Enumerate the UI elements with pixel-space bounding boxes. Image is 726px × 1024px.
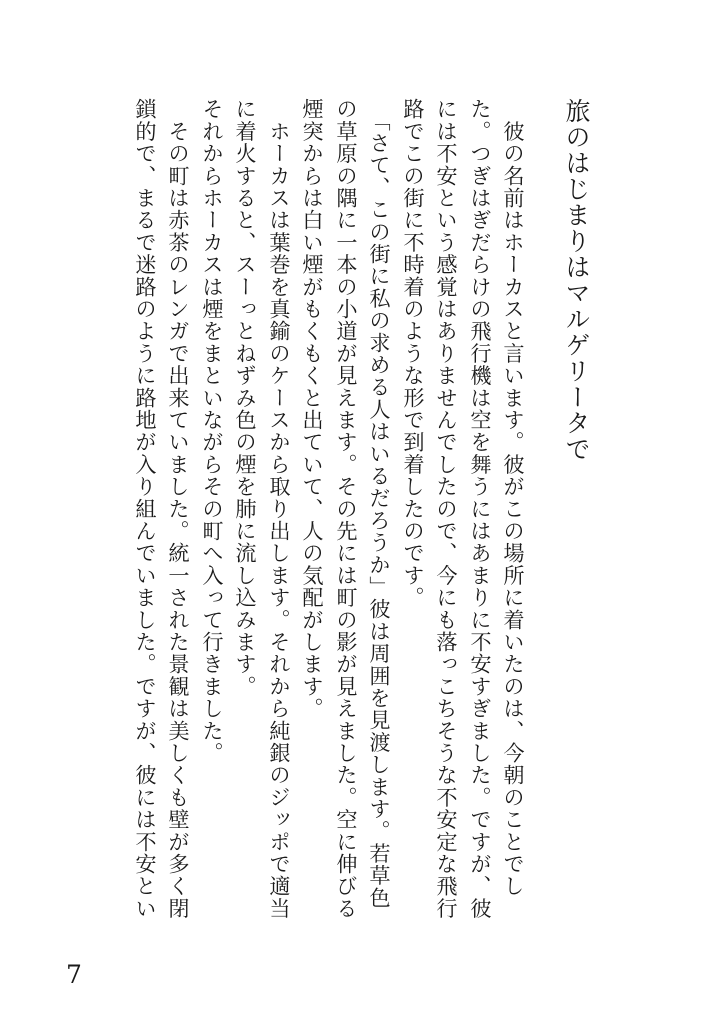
body-line: ホーカスは葉巻を真鍮のケースから取り出します。それから純銀のジッポで適当	[267, 98, 292, 920]
body-line: には不安という感覚はありませんでしたので、今にも落っこちそうな不安定な飛行	[434, 98, 459, 920]
body-line: た。つぎはぎだらけの飛行機は空を舞うにはあまりに不安すぎました。ですが、彼	[468, 98, 493, 920]
body-line: 彼の名前はホーカスと言います。彼がこの場所に着いたのは、今朝のことでし	[501, 98, 526, 898]
page-number: 7	[66, 960, 82, 989]
body-line: の草原の隅に一本の小道が見えます。その先には町の影が見えました。空に伸びる	[334, 98, 359, 920]
body-line: 煙突からは白い煙がもくもくと出ていて、人の気配がします。	[300, 98, 325, 720]
body-line: に着火すると、スーっとねずみ色の煙を肺に流し込みます。	[233, 98, 258, 698]
body-line: 「さて、この街に私の求める人はいるだろうか」彼は周囲を見渡します。若草色	[367, 98, 392, 909]
body-line: 路でこの街に不時着のような形で到着したのです。	[401, 98, 426, 609]
body-line: 鎖的で、まるで迷路のように路地が入り組んでいました。ですが、彼には不安とい	[133, 98, 158, 920]
chapter-title: 旅のはじまりはマルゲリータで	[562, 98, 591, 462]
body-line: それからホーカスは煙をまといながらその町へ入って行きました。	[200, 98, 225, 764]
body-line: その町は赤茶のレンガで出来ていました。統一された景観は美しくも壁が多く閉	[166, 98, 191, 920]
